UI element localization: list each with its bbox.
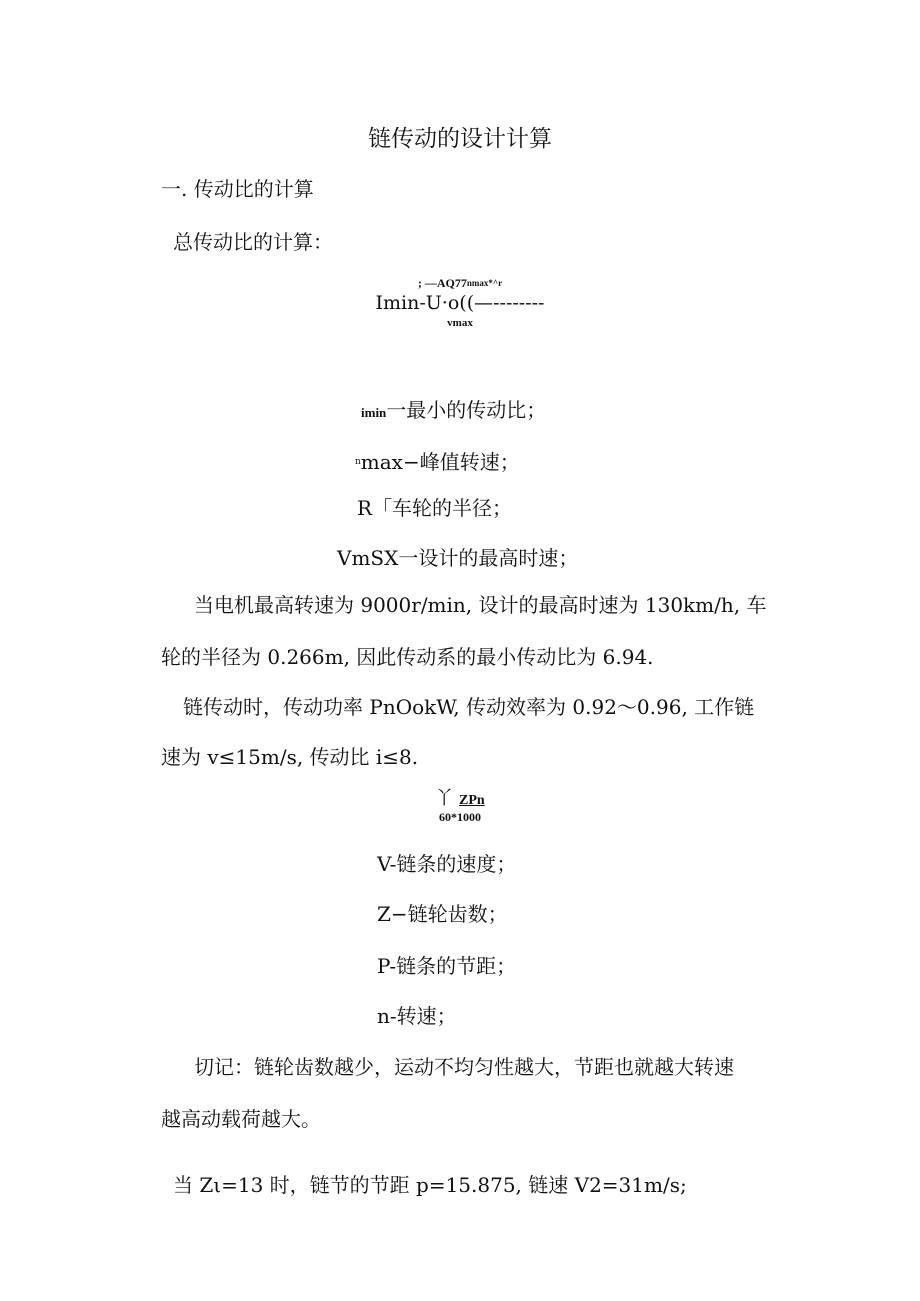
para1-line1: 当电机最高转速为 9000r/min, 设计的最高时速为 130km/h, 车	[194, 593, 767, 617]
para2-line1: 链传动时，传动功率 PnOokW, 传动效率为 0.92～0.96, 工作链	[183, 695, 755, 719]
def-imin-text: 一最小的传动比；	[386, 398, 547, 422]
def-nmax-symbol: n	[355, 457, 361, 467]
def-z: Z−链轮齿数；	[377, 902, 508, 926]
formula2-numerator: ZPn	[459, 793, 485, 808]
def-imin-symbol: imin	[361, 405, 387, 420]
def-radius-symbol: R	[357, 496, 373, 520]
def-radius	[357, 495, 512, 521]
para1-line2: 轮的半径为 0.266m, 因此传动系的最小传动比为 6.94.	[161, 645, 654, 669]
formula2-symbol: 丫	[435, 788, 454, 809]
page-title: 链传动的设计计算	[368, 126, 552, 152]
formula1-numerator-pre: ; —AQ77	[417, 276, 467, 290]
def-imin	[361, 397, 546, 423]
formula1-denominator: vmax	[447, 317, 473, 329]
last-line: 当 Zι=13 时，链节的节距 p=15.875, 链速 V2=31m/s;	[173, 1173, 687, 1197]
def-p: P-链条的节距；	[377, 954, 517, 978]
def-nmax	[355, 449, 520, 475]
formula2-denominator: 60*1000	[439, 810, 481, 824]
formula1-numerator-sup: nmax*^r	[466, 278, 503, 288]
def-vmax-symbol: VmSX	[337, 546, 399, 570]
section-heading: 一. 传动比的计算	[161, 177, 314, 201]
note-line2: 越高动载荷越大。	[161, 1107, 321, 1131]
formula1-numerator	[0, 276, 920, 290]
formula1-main: Imin-U·o((—--------	[375, 292, 545, 314]
def-nmax-text: max−峰值转速；	[360, 450, 520, 474]
def-vmax	[337, 545, 578, 571]
def-v: V-链条的速度；	[377, 852, 517, 876]
def-vmax-text: 一设计的最高时速；	[398, 546, 579, 570]
formula2-top	[0, 786, 920, 812]
para2-line2: 速为 v≤15m/s, 传动比 i≤8.	[161, 745, 419, 769]
def-radius-text: 「车轮的半径；	[372, 496, 513, 520]
note-line1: 切记：链轮齿数越少，运动不均匀性越大，节距也就越大转速	[194, 1055, 734, 1079]
def-n: n-转速；	[377, 1004, 457, 1028]
intro-text: 总传动比的计算：	[173, 230, 333, 254]
